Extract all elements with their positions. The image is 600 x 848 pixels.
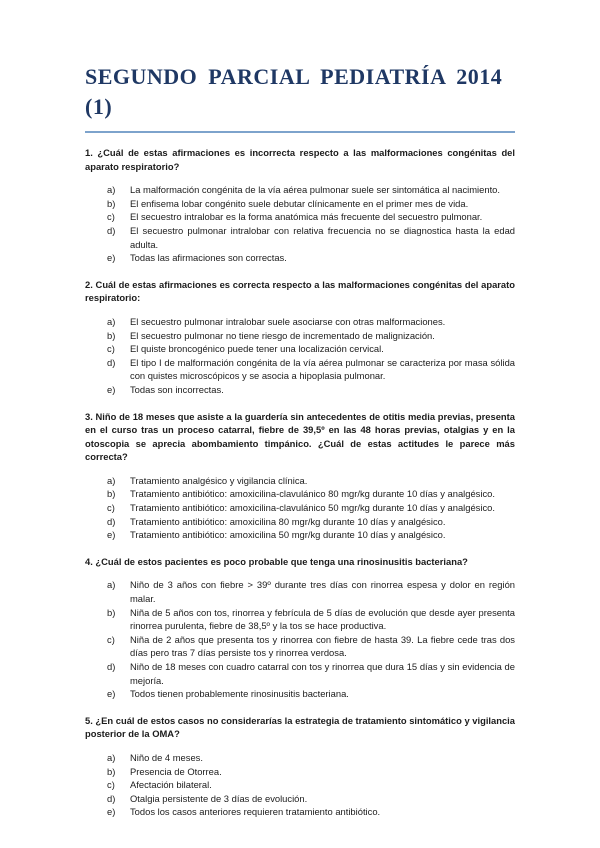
option-row	[107, 197, 515, 211]
question-block-4	[85, 555, 515, 701]
option-letter: d)	[107, 224, 116, 236]
option-letter: b)	[107, 606, 116, 618]
option-text: Niño de 3 años con fiebre > 39º durante tres días con rinorrea espesa y dolor en región malar.	[130, 579, 515, 605]
option-text: La malformación congénita de la vía aérea pulmonar suele ser sintomática al nacimiento.	[130, 184, 500, 196]
option-letter: a)	[107, 751, 116, 763]
option-text: El secuestro intralobar es la forma anatómica más frecuente del secuestro pulmonar.	[130, 211, 483, 223]
option-letter: b)	[107, 765, 116, 777]
option-row	[107, 210, 515, 224]
options-list	[85, 183, 515, 265]
option-row	[107, 792, 515, 806]
option-letter: e)	[107, 688, 116, 700]
option-text: Niña de 5 años con tos, rinorrea y febrícula de 5 días de evolución que desde ayer presenta rinorrea purulenta, fiebre de 38,5º y la tos se hace productiva.	[130, 606, 515, 632]
question-stem: 2. Cuál de estas afirmaciones es correcta respecto a las malformaciones congénitas del aparato respiratorio:	[85, 278, 515, 304]
option-text: El quiste broncogénico puede tener una localización cervical.	[130, 343, 384, 355]
option-row	[107, 383, 515, 397]
question-block-2	[85, 278, 515, 397]
option-text: Todas las afirmaciones son correctas.	[130, 252, 287, 264]
option-row	[107, 356, 515, 383]
option-letter: c)	[107, 502, 115, 514]
option-text: El secuestro pulmonar no tiene riesgo de incrementado de malignización.	[130, 329, 435, 341]
option-text: Tratamiento antibiótico: amoxicilina 50 mgr/kg durante 10 días y analgésico.	[130, 529, 446, 541]
option-text: Niña de 2 años que presenta tos y rinorrea con fiebre de hasta 39. La fiebre cede tras dos días pero tras 7 días persiste tos y rinorrea verdosa.	[130, 633, 515, 659]
page-title: SEGUNDO PARCIAL PEDIATRÍA 2014 (1)	[85, 62, 515, 133]
option-letter: d)	[107, 515, 116, 527]
option-row	[107, 578, 515, 605]
option-letter: c)	[107, 211, 115, 223]
option-letter: e)	[107, 383, 116, 395]
option-letter: c)	[107, 343, 115, 355]
option-text: El secuestro pulmonar intralobar suele asociarse con otras malformaciones.	[130, 315, 446, 327]
option-letter: e)	[107, 529, 116, 541]
option-row	[107, 224, 515, 251]
options-list	[85, 751, 515, 819]
option-row	[107, 183, 515, 197]
option-text: Todas son incorrectas.	[130, 383, 224, 395]
option-row	[107, 342, 515, 356]
question-stem: 5. ¿En cuál de estos casos no considerarías la estrategia de tratamiento sintomático y vigilancia posterior de la OMA?	[85, 714, 515, 740]
option-letter: d)	[107, 792, 116, 804]
option-row	[107, 487, 515, 501]
option-letter: d)	[107, 356, 116, 368]
question-block-5	[85, 714, 515, 819]
option-letter: c)	[107, 633, 115, 645]
question-block-1	[85, 146, 515, 265]
option-row	[107, 315, 515, 329]
option-row	[107, 805, 515, 819]
options-list	[85, 474, 515, 542]
option-row	[107, 633, 515, 660]
option-letter: a)	[107, 184, 116, 196]
option-row	[107, 501, 515, 515]
option-letter: b)	[107, 488, 116, 500]
option-letter: e)	[107, 806, 116, 818]
option-letter: a)	[107, 315, 116, 327]
option-letter: a)	[107, 474, 116, 486]
option-text: Tratamiento antibiótico: amoxicilina 80 mgr/kg durante 10 días y analgésico.	[130, 515, 446, 527]
option-text: Presencia de Otorrea.	[130, 765, 222, 777]
option-letter: e)	[107, 252, 116, 264]
option-text: El secuestro pulmonar intralobar con relativa frecuencia no se diagnostica hasta la edad adulta.	[130, 224, 515, 250]
option-row	[107, 528, 515, 542]
option-text: Tratamiento analgésico y vigilancia clínica.	[130, 474, 308, 486]
option-text: Todos tienen probablemente rinosinusitis bacteriana.	[130, 688, 349, 700]
option-text: Niño de 4 meses.	[130, 751, 203, 763]
option-row	[107, 251, 515, 265]
options-list	[85, 315, 515, 397]
option-text: Tratamiento antibiótico: amoxicilina-clavulánico 80 mgr/kg durante 10 días y analgésico.	[130, 488, 495, 500]
option-letter: c)	[107, 779, 115, 791]
option-text: Otalgia persistente de 3 días de evolución.	[130, 792, 308, 804]
question-block-3	[85, 410, 515, 542]
option-row	[107, 765, 515, 779]
option-text: Tratamiento antibiótico: amoxicilina-clavulánico 50 mgr/kg durante 10 días y analgésico.	[130, 502, 495, 514]
option-text: El tipo I de malformación congénita de la vía aérea pulmonar se caracteriza por masa sólida con quistes microscópicos y se asocia a hipoplasia pulmonar.	[130, 356, 515, 382]
option-letter: a)	[107, 579, 116, 591]
option-letter: d)	[107, 661, 116, 672]
option-row	[107, 606, 515, 633]
option-text: El enfisema lobar congénito suele debutar clínicamente en el primer mes de vida.	[130, 197, 469, 209]
option-text: Afectación bilateral.	[130, 779, 212, 791]
question-stem: 4. ¿Cuál de estos pacientes es poco probable que tenga una rinosinusitis bacteriana?	[85, 555, 468, 567]
options-list	[85, 578, 515, 700]
option-text: Niño de 18 meses con cuadro catarral con tos y rinorrea que dura 15 días y sin evidencia de mejoría.	[130, 661, 515, 686]
option-text: Todos los casos anteriores requieren tratamiento antibiótico.	[130, 806, 381, 818]
option-row	[107, 660, 515, 687]
option-row	[107, 687, 515, 701]
option-row	[107, 515, 515, 529]
question-stem: 1. ¿Cuál de estas afirmaciones es incorrecta respecto a las malformaciones congénitas del aparato respiratorio?	[85, 147, 515, 172]
option-letter: b)	[107, 197, 116, 209]
option-letter: b)	[107, 329, 116, 341]
option-row	[107, 751, 515, 765]
option-row	[107, 778, 515, 792]
option-row	[107, 329, 515, 343]
question-stem: 3. Niño de 18 meses que asiste a la guardería sin antecedentes de otitis media previas, presenta en el curso tras un proceso catarral, fiebre de 39,5º en las 48 horas previas, otalgias y en la otoscopia se aprecia abombamiento timpánico. ¿Cuál de estas actitudes le parece más correcta?	[85, 410, 515, 463]
option-row	[107, 474, 515, 488]
